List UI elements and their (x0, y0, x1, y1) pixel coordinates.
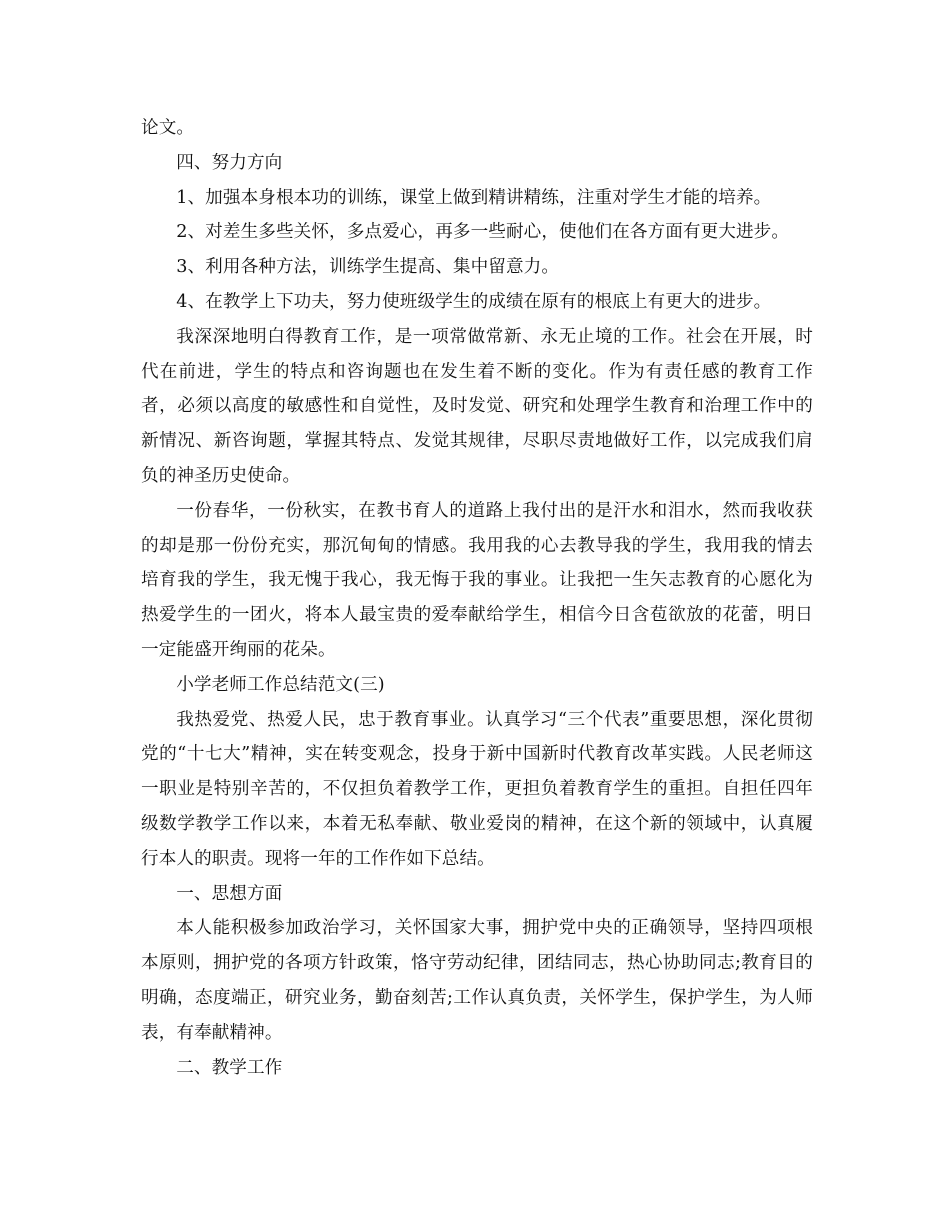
paragraph-education-work: 我深深地明白得教育工作，是一项常做常新、永无止境的工作。社会在开展，时代在前进，学生的特点和咨询题也在发生着不断的变化。作为有责任感的教育工作者，必须以高度的敏感性和自觉性，及时发觉、研究和处理学生教育和治理工作中的新情况、新咨询题，掌握其特点、发觉其规律，尽职尽责地做好工作，以完成我们肩负的神圣历史使命。 (141, 326, 813, 486)
section-heading-teaching: 二、教学工作 (176, 1057, 283, 1078)
list-item-3: 3、利用各种方法，训练学生提高、集中留意力。 (176, 257, 560, 278)
section-heading-thought: 一、思想方面 (176, 883, 283, 904)
list-item-4: 4、在教学上下功夫，努力使班级学生的成绩在原有的根底上有更大的进步。 (176, 291, 772, 312)
document-body (141, 111, 813, 1085)
paragraph-continuation: 论文。 (141, 118, 195, 138)
paragraph-spring-autumn: 一份春华，一份秋实，在教书育人的道路上我付出的是汗水和泪水，然而我收获的却是那一份份充实，那沉甸甸的情感。我用我的心去教导我的学生，我用我的情去培育我的学生，我无愧于我心，我无悔于我的事业。让我把一生矢志教育的心愿化为热爱学生的一团火，将本人最宝贵的爱奉献给学生，相信今日含苞欲放的花蕾，明日一定能盛开绚丽的花朵。 (141, 500, 813, 660)
paragraph-political-study: 本人能积极参加政治学习，关怀国家大事，拥护党中央的正确领导，坚持四项根本原则，拥护党的各项方针政策，恪守劳动纪律，团结同志，热心协助同志;教育目的明确，态度端正，研究业务，勤奋刻苦;工作认真负责，关怀学生，保护学生，为人师表，有奉献精神。 (141, 918, 813, 1043)
list-item-2: 2、对差生多些关怀，多点爱心，再多一些耐心，使他们在各方面有更大进步。 (176, 222, 790, 243)
list-item-1: 1、加强本身根本功的训练，课堂上做到精讲精练，注重对学生才能的培养。 (176, 187, 772, 208)
section-heading-effort-direction: 四、努力方向 (176, 152, 283, 173)
section-title-summary-three: 小学老师工作总结范文(三) (176, 674, 385, 695)
paragraph-love-party: 我热爱党、热爱人民，忠于教育事业。认真学习“三个代表”重要思想，深化贯彻党的“十七大”精神，实在转变观念，投身于新中国新时代教育改革实践。人民老师这一职业是特别辛苦的，不仅担负着教学工作，更担负着教育学生的重担。自担任四年级数学教学工作以来，本着无私奉献、敬业爱岗的精神，在这个新的领域中，认真履行本人的职责。现将一年的工作作如下总结。 (141, 709, 813, 869)
